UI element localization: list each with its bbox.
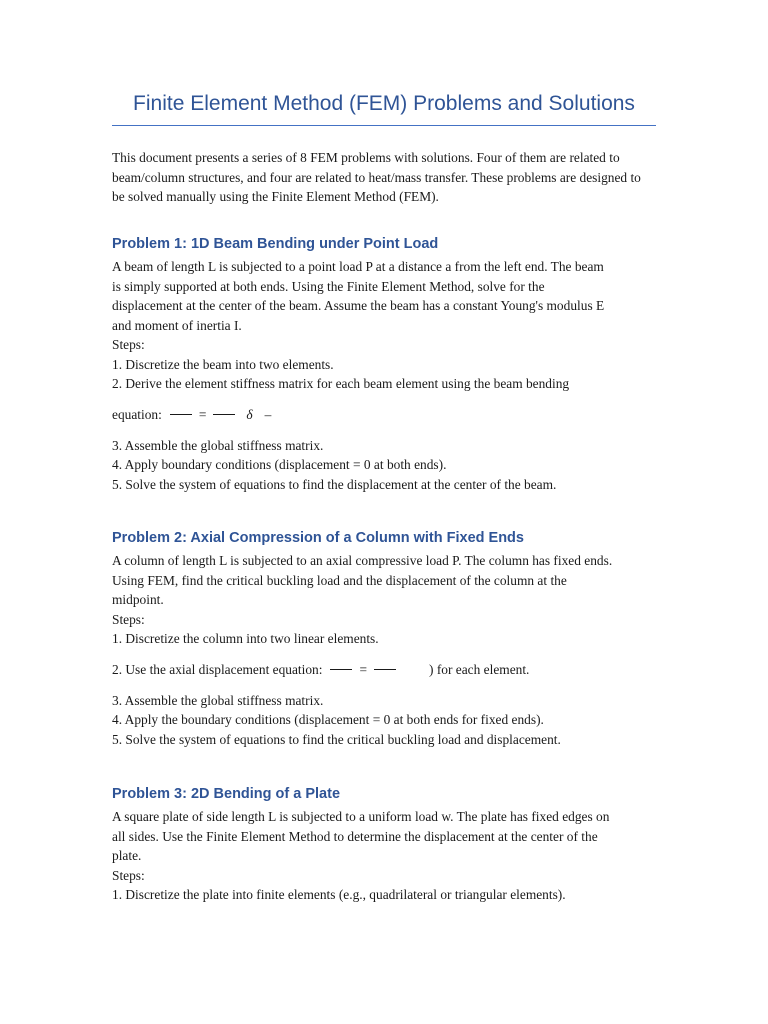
problem-1-section bbox=[112, 236, 656, 494]
problem-2-desc-line: A column of length L is subjected to an axial compressive load P. The column has fixed ends. bbox=[112, 553, 613, 568]
fraction-bar bbox=[170, 414, 192, 415]
problem-2-desc-line: midpoint. bbox=[112, 592, 164, 607]
problem-2-step: 3. Assemble the global stiffness matrix. bbox=[112, 692, 324, 708]
document-title: Finite Element Method (FEM) Problems and Solutions bbox=[112, 92, 656, 126]
problem-2-section bbox=[112, 530, 656, 749]
equation-suffix: ) for each element. bbox=[429, 661, 530, 677]
fraction-bar bbox=[374, 669, 396, 670]
problem-1-step: 2. Derive the element stiffness matrix for each beam element using the beam bending bbox=[112, 376, 570, 391]
problem-1-desc-line: is simply supported at both ends. Using the Finite Element Method, solve for the bbox=[112, 278, 545, 294]
problem-1-step: 5. Solve the system of equations to find the displacement at the center of the beam. bbox=[112, 476, 557, 492]
problem-3-desc-line: plate. bbox=[112, 848, 142, 863]
problem-2-heading: Problem 2: Axial Compression of a Column with Fixed Ends bbox=[112, 530, 524, 546]
problem-2-desc-line: Using FEM, find the critical buckling load and the displacement of the column at the bbox=[112, 572, 567, 588]
problem-1-step: 1. Discretize the beam into two elements. bbox=[112, 356, 334, 372]
problem-2-equation bbox=[112, 660, 656, 680]
problem-3-step: 1. Discretize the plate into finite elements (e.g., quadrilateral or triangular elements). bbox=[112, 887, 566, 902]
fraction-bar bbox=[213, 414, 235, 415]
problem-1-step: 4. Apply boundary conditions (displacement = 0 at both ends). bbox=[112, 457, 447, 472]
equation-prefix: equation: bbox=[112, 406, 162, 422]
problem-3-section bbox=[112, 786, 656, 905]
problem-2-step: 4. Apply the boundary conditions (displacement = 0 at both ends for fixed ends). bbox=[112, 712, 544, 727]
problem-3-desc-line: A square plate of side length L is subjected to a uniform load w. The plate has fixed edges on bbox=[112, 809, 610, 824]
problem-1-equation bbox=[112, 405, 656, 425]
minus-sign: – bbox=[264, 406, 272, 422]
problem-1-heading: Problem 1: 1D Beam Bending under Point Load bbox=[112, 236, 439, 252]
intro-paragraph bbox=[112, 148, 656, 207]
equals-sign: = bbox=[359, 661, 368, 677]
problem-3-steps-label: Steps: bbox=[112, 867, 145, 883]
intro-text: This document presents a series of 8 FEM problems with solutions. Four of them are related to beam/column structures, and four are related to heat/mass transfer. These problems are designed to be solved manually using the Finite Element Method (FEM). bbox=[112, 150, 641, 204]
problem-1-desc-line: displacement at the center of the beam. Assume the beam has a constant Young's modulus E bbox=[112, 298, 605, 313]
problem-2-step: 5. Solve the system of equations to find the critical buckling load and displacement. bbox=[112, 731, 561, 747]
problem-2-step: 1. Discretize the column into two linear elements. bbox=[112, 631, 379, 646]
problem-1-steps-label: Steps: bbox=[112, 337, 145, 352]
problem-1-step: 3. Assemble the global stiffness matrix. bbox=[112, 437, 324, 453]
problem-2-steps-label: Steps: bbox=[112, 611, 145, 627]
equals-sign: = bbox=[198, 406, 207, 422]
fraction-bar bbox=[330, 669, 352, 670]
problem-3-heading: Problem 3: 2D Bending of a Plate bbox=[112, 786, 341, 802]
problem-3-desc-line: all sides. Use the Finite Element Method to determine the displacement at the center of the bbox=[112, 828, 598, 844]
delta-symbol: δ bbox=[246, 406, 253, 422]
problem-1-desc-line: and moment of inertia I. bbox=[112, 317, 242, 333]
equation-prefix: 2. Use the axial displacement equation: bbox=[112, 661, 323, 677]
problem-1-desc-line: A beam of length L is subjected to a point load P at a distance a from the left end. The beam bbox=[112, 259, 604, 274]
